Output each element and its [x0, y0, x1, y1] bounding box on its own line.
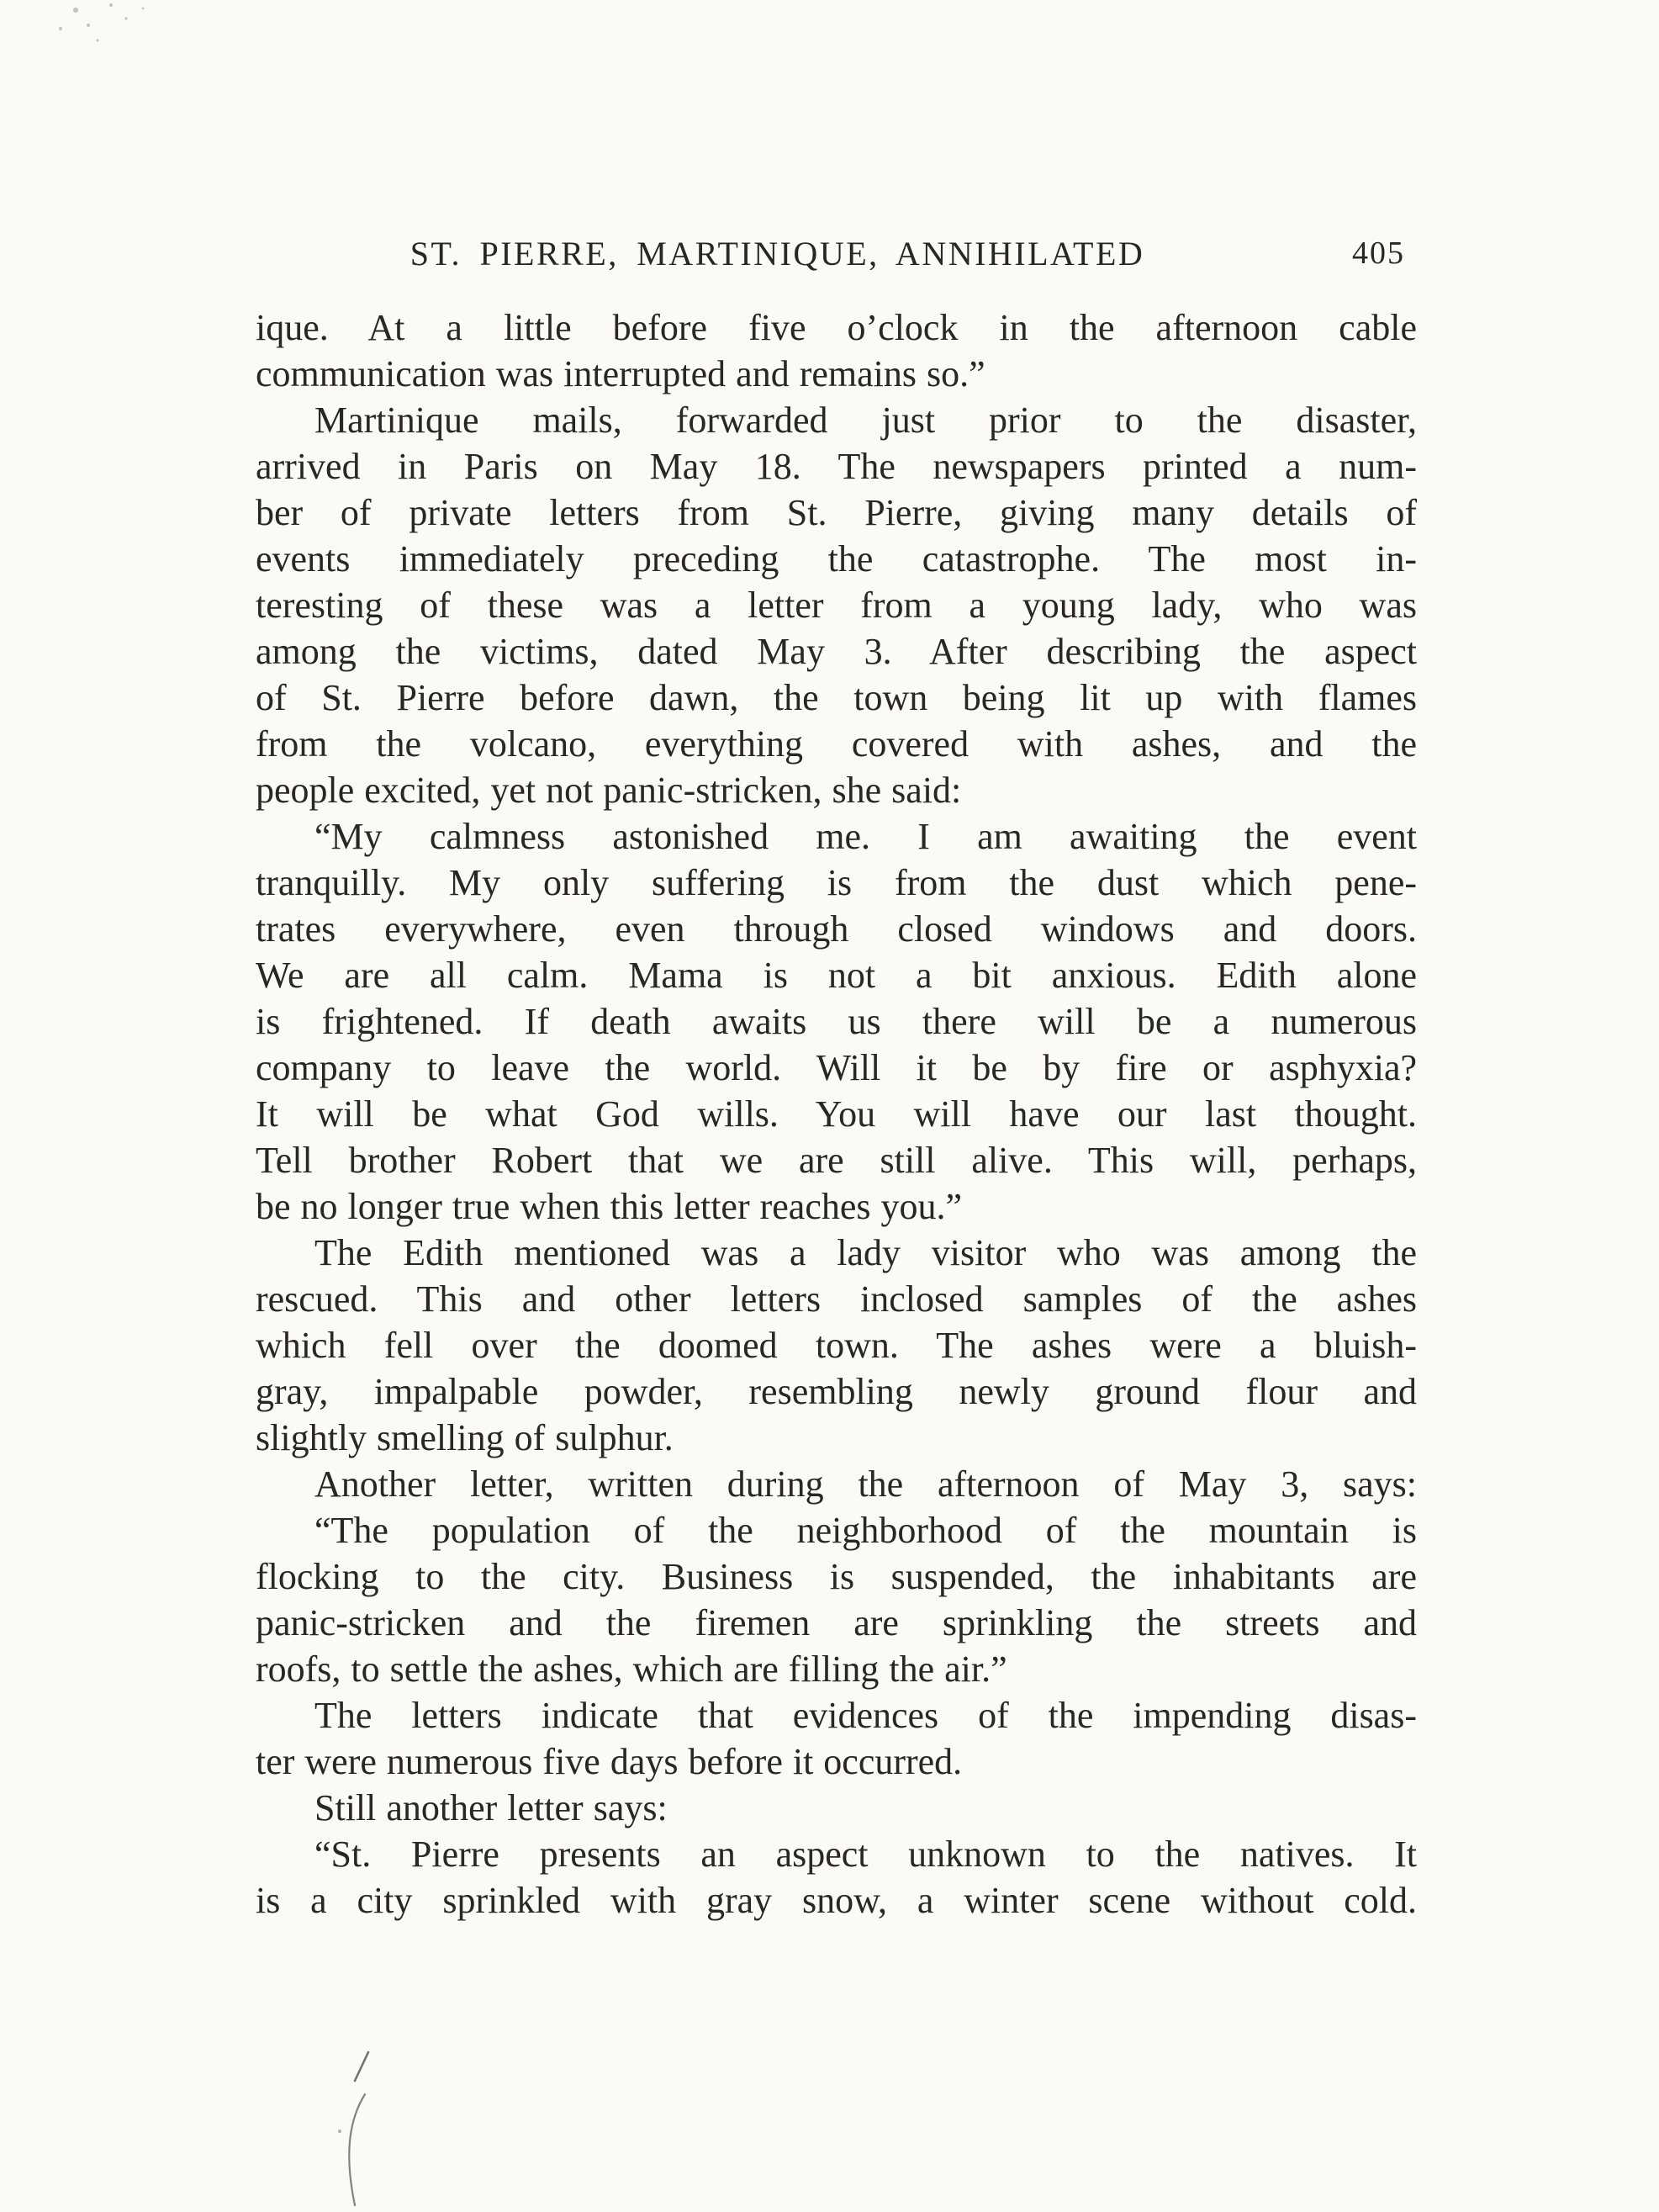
text-line: roofs, to settle the ashes, which are filling the air.”: [256, 1648, 1007, 1690]
text-line: rescued. This and other letters inclosed samples of the ashes: [256, 1278, 1417, 1320]
page-body: [256, 304, 1417, 1924]
text-line: ter were numerous five days before it occurred.: [256, 1741, 963, 1782]
paragraph: [256, 1230, 1417, 1461]
running-head-title: ST. PIERRE, MARTINIQUE, ANNIHILATED: [409, 235, 1145, 273]
text-line: Another letter, written during the afternoon of May 3, says:: [314, 1463, 1417, 1505]
paragraph: [256, 397, 1417, 813]
pen-mark-icon: [328, 2044, 395, 2212]
text-line: Martinique mails, forwarded just prior to the disaster,: [314, 400, 1417, 441]
text-line: “My calmness astonished me. I am awaiting the event: [314, 816, 1417, 857]
text-line: arrived in Paris on May 18. The newspapers printed a num-: [256, 446, 1417, 487]
text-line: which fell over the doomed town. The ashes were a bluish-: [256, 1325, 1417, 1366]
paragraph: [256, 1461, 1417, 1507]
paragraph: [256, 304, 1417, 397]
text-line: Still another letter says:: [314, 1787, 668, 1828]
paragraph: [256, 1692, 1417, 1785]
text-line: is frightened. If death awaits us there will be a numerous: [256, 1001, 1417, 1042]
text-line: The Edith mentioned was a lady visitor who was among the: [314, 1232, 1417, 1273]
text-line: be no longer true when this letter reaches you.”: [256, 1186, 963, 1227]
text-line: The letters indicate that evidences of the impending disas-: [314, 1695, 1417, 1736]
text-line: of St. Pierre before dawn, the town being lit up with flames: [256, 677, 1417, 718]
text-line: It will be what God wills. You will have our last thought.: [256, 1093, 1417, 1135]
text-line: from the volcano, everything covered with ashes, and the: [256, 723, 1417, 765]
text-line: We are all calm. Mama is not a bit anxious. Edith alone: [256, 955, 1417, 996]
paragraph: [256, 1507, 1417, 1692]
scan-speckles-icon: [42, 0, 261, 67]
text-line: among the victims, dated May 3. After describing the aspect: [256, 631, 1417, 672]
text-line: trates everywhere, even through closed windows and doors.: [256, 908, 1417, 950]
text-line: Tell brother Robert that we are still alive. This will, perhaps,: [256, 1140, 1417, 1181]
text-line: gray, impalpable powder, resembling newly ground flour and: [256, 1371, 1417, 1412]
text-line: panic-stricken and the firemen are sprinkling the streets and: [256, 1602, 1417, 1643]
page-number: 405: [1352, 235, 1405, 271]
text-line: company to leave the world. Will it be by fire or asphyxia?: [256, 1047, 1417, 1088]
paragraph: [256, 1785, 1417, 1831]
text-line: tranquilly. My only suffering is from the dust which pene-: [256, 862, 1417, 903]
text-line: flocking to the city. Business is suspended, the inhabitants are: [256, 1556, 1417, 1597]
text-line: communication was interrupted and remains so.”: [256, 353, 985, 394]
paragraph: [256, 813, 1417, 1230]
page-header: [256, 234, 1417, 281]
text-line: slightly smelling of sulphur.: [256, 1417, 674, 1458]
text-line: “St. Pierre presents an aspect unknown to the natives. It: [314, 1834, 1417, 1875]
text-line: “The population of the neighborhood of the mountain is: [314, 1510, 1417, 1551]
text-line: teresting of these was a letter from a young lady, who was: [256, 585, 1417, 626]
text-line: people excited, yet not panic-stricken, she said:: [256, 770, 962, 811]
text-line: ique. At a little before five o’clock in the afternoon cable: [256, 307, 1417, 348]
text-line: ber of private letters from St. Pierre, giving many details of: [256, 492, 1417, 533]
paragraph: [256, 1831, 1417, 1924]
text-line: is a city sprinkled with gray snow, a winter scene without cold.: [256, 1880, 1417, 1921]
text-line: events immediately preceding the catastrophe. The most in-: [256, 538, 1417, 579]
